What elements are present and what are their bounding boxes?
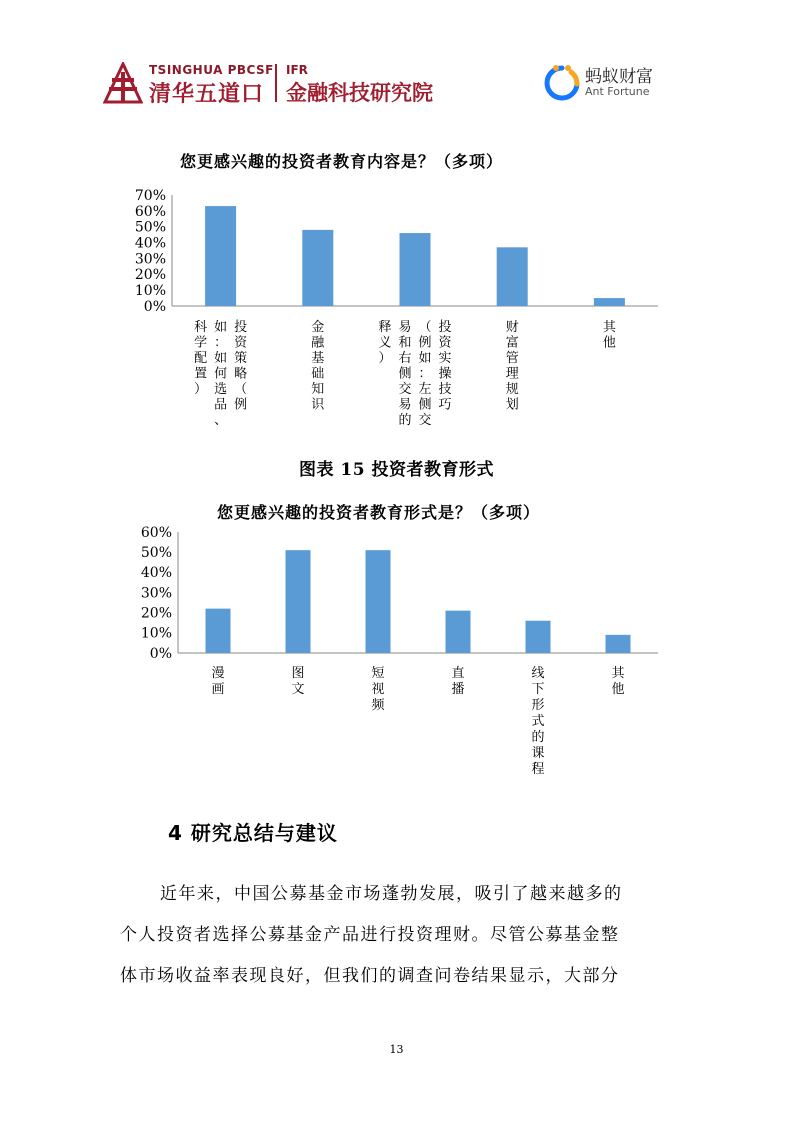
chart2-x-tick-label: 图文 [291, 666, 305, 697]
chart1-x-tick-label: 科学配置） [194, 320, 208, 397]
ant-fortune-cn: 蚂蚁财富 [585, 67, 653, 87]
chart1-x-tick-label: 其他 [602, 320, 616, 351]
logo-en-text: TSINGHUA PBCSF [149, 63, 274, 77]
section-heading: 4 研究总结与建议 [168, 821, 338, 845]
chart1-y-tick-label: 50% [134, 219, 166, 236]
chart2-bar [286, 550, 311, 653]
chart1-x-tick-label: 投资实操技巧 [438, 320, 452, 413]
ant-fortune-icon [543, 62, 581, 102]
chart2-x-tick-label: 其他 [611, 666, 625, 697]
logo-divider [275, 64, 277, 102]
logo-cn-text: 清华五道口 [149, 82, 265, 107]
chart1-y-tick-label: 20% [134, 267, 166, 284]
chart1-bar [205, 206, 236, 306]
chart1-x-tick-label: 释义） [378, 320, 392, 366]
chart2-y-tick-label: 40% [140, 565, 172, 582]
logo-ifr-text: IFR [286, 63, 308, 77]
paragraph-line-2: 个人投资者选择公募基金产品进行投资理财。尽管公募基金整 [120, 925, 620, 945]
tsinghua-pbcsf-logo [103, 62, 443, 106]
logo-ifr-cn-text: 金融科技研究院 [286, 81, 433, 105]
chart1-x-tick-label: 投资策略（例 [234, 320, 248, 413]
ant-fortune-logo [543, 62, 683, 102]
chart1-y-tick-label: 70% [134, 187, 166, 204]
chart2-x-tick-label: 漫画 [211, 666, 225, 697]
chart1-x-tick-label: （例如：左侧交 [418, 320, 432, 428]
chart1-y-tick-label: 10% [134, 283, 166, 300]
chart2-title: 您更感兴趣的投资者教育形式是？（多项） [217, 503, 541, 522]
chart1-bar [594, 298, 625, 306]
chart2-y-tick-label: 60% [140, 524, 172, 541]
chart2-bar [606, 635, 631, 653]
chart2-y-tick-label: 30% [140, 585, 172, 602]
chart2-y-tick-label: 20% [140, 605, 172, 622]
chart1-y-tick-label: 40% [134, 235, 166, 252]
chart2-bar [366, 550, 391, 653]
chart2-bar [526, 621, 551, 653]
chart2-bar [446, 611, 471, 653]
chart1-svg [110, 185, 680, 430]
chart2-x-tick-label: 线下形式的课程 [531, 666, 545, 777]
chart1-x-tick-label: 如：如何选品、 [214, 320, 228, 428]
chart2-y-tick-label: 10% [140, 625, 172, 642]
chart2-bar [206, 609, 231, 653]
chart1-x-tick-label: 易和右侧交易的 [398, 320, 412, 428]
paragraph-line-1: 近年来，中国公募基金市场蓬勃发展，吸引了越来越多的 [160, 884, 623, 904]
chart2-x-tick-label: 短视频 [371, 666, 385, 713]
ant-fortune-en: Ant Fortune [585, 85, 650, 98]
chart1-y-tick-label: 60% [134, 203, 166, 220]
chart2-y-tick-label: 0% [149, 645, 172, 662]
chart1-bar [400, 233, 431, 306]
paragraph-line-3: 体市场收益率表现良好，但我们的调查问卷结果显示，大部分 [120, 966, 620, 986]
page-header [0, 0, 793, 120]
chart1-bar [302, 230, 333, 306]
chart1-x-tick-label: 财富管理规划 [505, 320, 519, 413]
chart1-y-tick-label: 30% [134, 251, 166, 268]
chart2-y-tick-label: 50% [140, 545, 172, 562]
chart1-x-tick-label: 金融基础知识 [311, 320, 325, 413]
chart2-x-tick-label: 直播 [451, 666, 465, 697]
figure15-caption: 图表 15 投资者教育形式 [299, 460, 494, 480]
page-number: 13 [389, 1043, 404, 1056]
tsinghua-emblem-icon [103, 62, 143, 104]
chart2-svg [120, 522, 680, 782]
chart1-bar [497, 247, 528, 306]
chart1-y-tick-label: 0% [143, 298, 166, 315]
chart1-title: 您更感兴趣的投资者教育内容是？（多项） [180, 152, 504, 171]
